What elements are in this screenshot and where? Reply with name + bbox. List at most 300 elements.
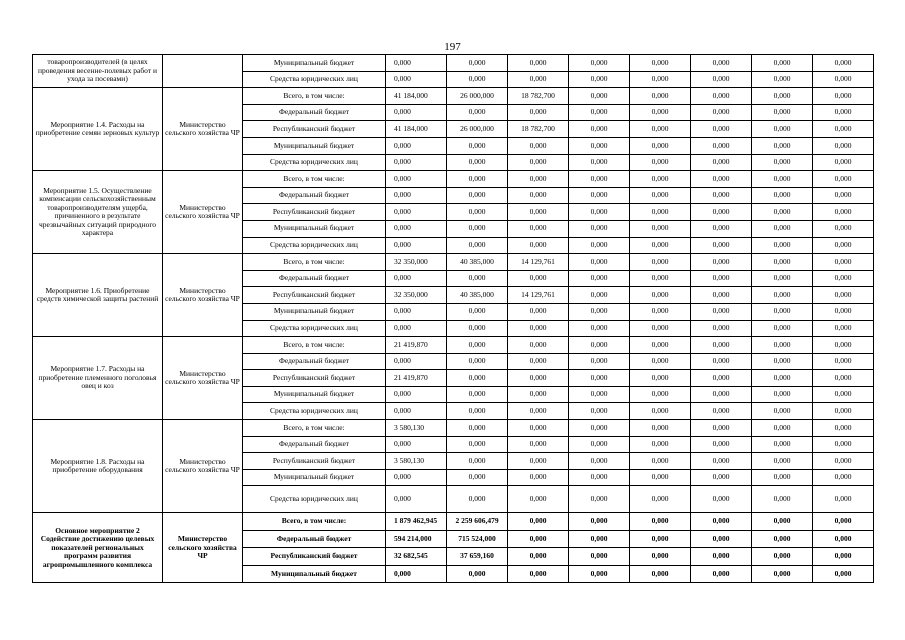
amount-cell: 0,000 [691,220,752,237]
amount-cell: 0,000 [508,337,569,354]
amount-cell: 0,000 [508,104,569,121]
funding-source-cell: Федеральный бюджет [243,353,386,370]
amount-cell: 0,000 [752,370,813,387]
amount-cell: 0,000 [508,453,569,470]
amount-cell: 40 385,000 [447,254,508,271]
amount-cell: 0,000 [630,337,691,354]
amount-cell: 0,000 [752,486,813,513]
amount-cell: 0,000 [386,204,447,221]
amount-cell: 0,000 [569,187,630,204]
amount-cell: 0,000 [752,303,813,320]
amount-cell: 0,000 [386,303,447,320]
amount-cell: 0,000 [569,71,630,88]
amount-cell: 0,000 [691,303,752,320]
amount-cell: 0,000 [508,353,569,370]
amount-cell: 0,000 [813,171,874,188]
agency-cell: Министерство сельского хозяйства ЧР [163,171,243,254]
amount-cell: 0,000 [508,237,569,254]
amount-cell: 40 385,000 [447,287,508,304]
funding-source-cell: Средства юридических лиц [243,403,386,420]
amount-cell: 0,000 [508,204,569,221]
amount-cell: 0,000 [813,71,874,88]
amount-cell: 0,000 [691,71,752,88]
amount-cell: 0,000 [447,337,508,354]
amount-cell: 0,000 [691,55,752,72]
amount-cell: 0,000 [569,104,630,121]
amount-cell: 0,000 [630,386,691,403]
amount-cell: 0,000 [691,420,752,437]
amount-cell: 0,000 [386,436,447,453]
amount-cell: 0,000 [447,71,508,88]
amount-cell: 0,000 [508,187,569,204]
amount-cell: 0,000 [447,403,508,420]
funding-source-cell: Республиканский бюджет [243,453,386,470]
amount-cell: 0,000 [447,187,508,204]
amount-cell: 0,000 [630,204,691,221]
amount-cell: 0,000 [752,270,813,287]
amount-cell: 0,000 [752,237,813,254]
amount-cell: 0,000 [630,71,691,88]
amount-cell: 0,000 [691,530,752,548]
amount-cell: 0,000 [447,386,508,403]
amount-cell: 0,000 [813,436,874,453]
amount-cell: 0,000 [569,55,630,72]
funding-source-cell: Средства юридических лиц [243,71,386,88]
amount-cell: 0,000 [813,287,874,304]
amount-cell: 0,000 [569,154,630,171]
amount-cell: 0,000 [386,220,447,237]
amount-cell: 0,000 [569,386,630,403]
funding-source-cell: Республиканский бюджет [243,548,386,566]
amount-cell: 0,000 [569,254,630,271]
amount-cell: 0,000 [569,513,630,531]
amount-cell: 0,000 [813,270,874,287]
amount-cell: 0,000 [813,548,874,566]
amount-cell: 41 184,000 [386,88,447,105]
amount-cell: 0,000 [752,137,813,154]
funding-source-cell: Муниципальный бюджет [243,137,386,154]
amount-cell: 0,000 [752,88,813,105]
amount-cell: 0,000 [386,71,447,88]
funding-source-cell: Муниципальный бюджет [243,220,386,237]
amount-cell: 0,000 [752,530,813,548]
amount-cell: 0,000 [447,436,508,453]
amount-cell: 0,000 [691,154,752,171]
amount-cell: 0,000 [630,254,691,271]
amount-cell: 0,000 [813,137,874,154]
amount-cell: 0,000 [630,469,691,486]
amount-cell: 0,000 [508,420,569,437]
amount-cell: 0,000 [508,386,569,403]
amount-cell: 0,000 [630,220,691,237]
table-row [33,55,874,72]
budget-table [32,54,874,583]
funding-source-cell: Муниципальный бюджет [243,565,386,583]
amount-cell: 0,000 [691,403,752,420]
amount-cell: 0,000 [508,137,569,154]
amount-cell: 0,000 [569,88,630,105]
amount-cell: 0,000 [386,403,447,420]
amount-cell: 715 524,000 [447,530,508,548]
amount-cell: 0,000 [691,254,752,271]
amount-cell: 0,000 [630,171,691,188]
amount-cell: 0,000 [691,386,752,403]
amount-cell: 0,000 [691,337,752,354]
amount-cell: 0,000 [630,287,691,304]
table-row [33,254,874,271]
amount-cell: 32 682,545 [386,548,447,566]
amount-cell: 0,000 [569,320,630,337]
amount-cell: 0,000 [630,320,691,337]
amount-cell: 0,000 [630,88,691,105]
amount-cell: 0,000 [508,513,569,531]
agency-cell: Министерство сельского хозяйства ЧР [163,337,243,420]
funding-source-cell: Муниципальный бюджет [243,469,386,486]
amount-cell: 26 000,000 [447,121,508,138]
amount-cell: 0,000 [752,204,813,221]
amount-cell: 0,000 [447,469,508,486]
amount-cell: 0,000 [508,270,569,287]
amount-cell: 0,000 [752,254,813,271]
amount-cell: 0,000 [569,353,630,370]
amount-cell: 0,000 [386,55,447,72]
amount-cell: 0,000 [447,220,508,237]
activity-cell: Мероприятие 1.7. Расходы на приобретение племенного поголовья овец и коз [33,337,163,420]
funding-source-cell: Всего, в том числе: [243,420,386,437]
amount-cell: 0,000 [752,353,813,370]
amount-cell: 0,000 [386,187,447,204]
amount-cell: 0,000 [752,548,813,566]
amount-cell: 0,000 [691,270,752,287]
amount-cell: 0,000 [447,55,508,72]
amount-cell: 0,000 [386,270,447,287]
amount-cell: 0,000 [569,337,630,354]
amount-cell: 0,000 [386,320,447,337]
funding-source-cell: Всего, в том числе: [243,513,386,531]
amount-cell: 0,000 [752,565,813,583]
amount-cell: 41 184,000 [386,121,447,138]
amount-cell: 0,000 [630,565,691,583]
amount-cell: 0,000 [447,565,508,583]
amount-cell: 0,000 [691,204,752,221]
amount-cell: 14 129,761 [508,287,569,304]
page-number: 197 [444,41,461,53]
amount-cell: 0,000 [691,565,752,583]
amount-cell: 0,000 [752,71,813,88]
funding-source-cell: Муниципальный бюджет [243,303,386,320]
table-row [33,420,874,437]
amount-cell: 0,000 [447,453,508,470]
amount-cell: 0,000 [447,237,508,254]
table-row [33,88,874,105]
activity-cell: товаропроизводителей (в целях проведения весенне-полевых работ и ухода за посевами) [33,55,163,88]
amount-cell: 0,000 [630,453,691,470]
amount-cell: 0,000 [752,403,813,420]
funding-source-cell: Муниципальный бюджет [243,386,386,403]
amount-cell: 26 000,000 [447,88,508,105]
amount-cell: 0,000 [569,403,630,420]
amount-cell: 0,000 [813,453,874,470]
amount-cell: 0,000 [386,137,447,154]
amount-cell: 0,000 [569,420,630,437]
funding-source-cell: Федеральный бюджет [243,104,386,121]
funding-source-cell: Всего, в том числе: [243,254,386,271]
agency-cell [163,55,243,88]
amount-cell: 0,000 [508,548,569,566]
amount-cell: 3 580,130 [386,420,447,437]
amount-cell: 0,000 [813,303,874,320]
funding-source-cell: Средства юридических лиц [243,320,386,337]
amount-cell: 0,000 [508,55,569,72]
amount-cell: 0,000 [630,55,691,72]
amount-cell: 0,000 [447,270,508,287]
table-row [33,337,874,354]
amount-cell: 0,000 [447,303,508,320]
amount-cell: 0,000 [630,303,691,320]
amount-cell: 0,000 [508,436,569,453]
amount-cell: 0,000 [386,353,447,370]
amount-cell: 0,000 [508,171,569,188]
amount-cell: 0,000 [447,370,508,387]
amount-cell: 14 129,761 [508,254,569,271]
amount-cell: 0,000 [386,386,447,403]
amount-cell: 0,000 [813,154,874,171]
amount-cell: 0,000 [630,237,691,254]
amount-cell: 0,000 [691,121,752,138]
amount-cell: 0,000 [813,187,874,204]
agency-cell: Министерство сельского хозяйства ЧР [163,254,243,337]
amount-cell: 0,000 [569,486,630,513]
amount-cell: 0,000 [569,370,630,387]
amount-cell: 0,000 [630,420,691,437]
amount-cell: 0,000 [569,220,630,237]
amount-cell: 0,000 [752,453,813,470]
amount-cell: 0,000 [386,154,447,171]
agency-cell: Министерство сельского хозяйства ЧР [163,420,243,513]
amount-cell: 0,000 [813,353,874,370]
amount-cell: 0,000 [691,436,752,453]
amount-cell: 0,000 [752,469,813,486]
amount-cell: 0,000 [630,486,691,513]
amount-cell: 0,000 [813,320,874,337]
amount-cell: 0,000 [752,171,813,188]
funding-source-cell: Республиканский бюджет [243,370,386,387]
amount-cell: 0,000 [813,486,874,513]
amount-cell: 0,000 [691,486,752,513]
amount-cell: 0,000 [813,88,874,105]
funding-source-cell: Федеральный бюджет [243,436,386,453]
funding-source-cell: Республиканский бюджет [243,204,386,221]
amount-cell: 0,000 [813,55,874,72]
funding-source-cell: Всего, в том числе: [243,171,386,188]
funding-source-cell: Федеральный бюджет [243,187,386,204]
amount-cell: 0,000 [569,303,630,320]
amount-cell: 0,000 [569,469,630,486]
amount-cell: 32 350,000 [386,287,447,304]
amount-cell: 0,000 [508,370,569,387]
amount-cell: 0,000 [752,287,813,304]
amount-cell: 0,000 [569,436,630,453]
amount-cell: 0,000 [691,548,752,566]
funding-source-cell: Республиканский бюджет [243,287,386,304]
amount-cell: 0,000 [691,187,752,204]
funding-source-cell: Всего, в том числе: [243,88,386,105]
amount-cell: 0,000 [630,270,691,287]
amount-cell: 0,000 [508,403,569,420]
agency-cell: Министерство сельского хозяйства ЧР [163,88,243,171]
amount-cell: 0,000 [752,337,813,354]
amount-cell: 0,000 [630,548,691,566]
amount-cell: 0,000 [569,565,630,583]
amount-cell: 0,000 [630,370,691,387]
amount-cell: 0,000 [691,370,752,387]
amount-cell: 18 782,700 [508,121,569,138]
amount-cell: 0,000 [508,303,569,320]
amount-cell: 1 879 462,945 [386,513,447,531]
amount-cell: 0,000 [691,171,752,188]
amount-cell: 0,000 [508,320,569,337]
amount-cell: 0,000 [691,453,752,470]
amount-cell: 0,000 [447,154,508,171]
amount-cell: 0,000 [508,71,569,88]
table-row [33,171,874,188]
amount-cell: 0,000 [630,104,691,121]
agency-cell: Министерство сельского хозяйства ЧР [163,513,243,583]
amount-cell: 0,000 [569,270,630,287]
amount-cell: 0,000 [630,154,691,171]
amount-cell: 0,000 [386,486,447,513]
amount-cell: 0,000 [508,486,569,513]
activity-cell: Мероприятие 1.4. Расходы на приобретение семян зерновых культур [33,88,163,171]
amount-cell: 2 259 606,479 [447,513,508,531]
amount-cell: 0,000 [752,220,813,237]
amount-cell: 0,000 [447,420,508,437]
amount-cell: 0,000 [386,171,447,188]
amount-cell: 0,000 [691,469,752,486]
amount-cell: 0,000 [813,254,874,271]
table-row [33,513,874,531]
amount-cell: 0,000 [691,137,752,154]
amount-cell: 0,000 [569,237,630,254]
amount-cell: 0,000 [447,104,508,121]
amount-cell: 0,000 [752,420,813,437]
amount-cell: 0,000 [569,121,630,138]
amount-cell: 0,000 [752,55,813,72]
amount-cell: 0,000 [813,337,874,354]
activity-cell: Мероприятие 1.5. Осуществление компенсации сельскохозяйственным товаропроизводителям ущерба, причиненного в результате чрезвычайных ситуаций природного характера [33,171,163,254]
amount-cell: 0,000 [813,530,874,548]
amount-cell: 0,000 [813,121,874,138]
amount-cell: 0,000 [447,353,508,370]
amount-cell: 0,000 [813,565,874,583]
amount-cell: 0,000 [386,469,447,486]
funding-source-cell: Всего, в том числе: [243,337,386,354]
amount-cell: 0,000 [691,104,752,121]
amount-cell: 0,000 [386,565,447,583]
amount-cell: 37 659,160 [447,548,508,566]
amount-cell: 21 419,870 [386,370,447,387]
amount-cell: 0,000 [630,436,691,453]
amount-cell: 32 350,000 [386,254,447,271]
amount-cell: 0,000 [508,154,569,171]
amount-cell: 0,000 [569,171,630,188]
amount-cell: 0,000 [630,513,691,531]
amount-cell: 0,000 [813,386,874,403]
funding-source-cell: Средства юридических лиц [243,486,386,513]
amount-cell: 0,000 [447,486,508,513]
amount-cell: 0,000 [630,530,691,548]
amount-cell: 0,000 [813,420,874,437]
funding-source-cell: Средства юридических лиц [243,237,386,254]
activity-cell: Основное мероприятие 2 Содействие достижению целевых показателей региональных программ развития агропромышленного комплекса [33,513,163,583]
amount-cell: 0,000 [691,353,752,370]
amount-cell: 0,000 [752,513,813,531]
amount-cell: 0,000 [569,287,630,304]
amount-cell: 0,000 [447,204,508,221]
amount-cell: 0,000 [569,453,630,470]
amount-cell: 0,000 [752,104,813,121]
amount-cell: 0,000 [569,137,630,154]
amount-cell: 0,000 [813,370,874,387]
amount-cell: 0,000 [447,320,508,337]
amount-cell: 0,000 [752,386,813,403]
amount-cell: 0,000 [752,121,813,138]
funding-source-cell: Республиканский бюджет [243,121,386,138]
amount-cell: 0,000 [386,104,447,121]
amount-cell: 0,000 [752,154,813,171]
amount-cell: 0,000 [630,137,691,154]
amount-cell: 0,000 [386,237,447,254]
funding-source-cell: Федеральный бюджет [243,270,386,287]
amount-cell: 0,000 [447,171,508,188]
amount-cell: 0,000 [813,469,874,486]
amount-cell: 0,000 [569,530,630,548]
amount-cell: 0,000 [752,436,813,453]
amount-cell: 21 419,870 [386,337,447,354]
amount-cell: 0,000 [508,220,569,237]
amount-cell: 0,000 [691,320,752,337]
amount-cell: 594 214,000 [386,530,447,548]
amount-cell: 0,000 [813,513,874,531]
amount-cell: 0,000 [508,565,569,583]
activity-cell: Мероприятие 1.6. Приобретение средств химической защиты растений [33,254,163,337]
amount-cell: 0,000 [691,237,752,254]
amount-cell: 0,000 [630,187,691,204]
amount-cell: 0,000 [813,204,874,221]
amount-cell: 0,000 [752,187,813,204]
funding-source-cell: Средства юридических лиц [243,154,386,171]
amount-cell: 0,000 [569,204,630,221]
amount-cell: 0,000 [813,104,874,121]
amount-cell: 0,000 [813,237,874,254]
amount-cell: 0,000 [813,403,874,420]
funding-source-cell: Муниципальный бюджет [243,55,386,72]
amount-cell: 0,000 [508,530,569,548]
amount-cell: 0,000 [447,137,508,154]
amount-cell: 0,000 [630,353,691,370]
amount-cell: 0,000 [508,469,569,486]
amount-cell: 18 782,700 [508,88,569,105]
amount-cell: 3 580,130 [386,453,447,470]
amount-cell: 0,000 [691,287,752,304]
amount-cell: 0,000 [691,88,752,105]
amount-cell: 0,000 [630,403,691,420]
funding-source-cell: Федеральный бюджет [243,530,386,548]
activity-cell: Мероприятие 1.8. Расходы на приобретение оборудования [33,420,163,513]
amount-cell: 0,000 [752,320,813,337]
amount-cell: 0,000 [569,548,630,566]
amount-cell: 0,000 [691,513,752,531]
